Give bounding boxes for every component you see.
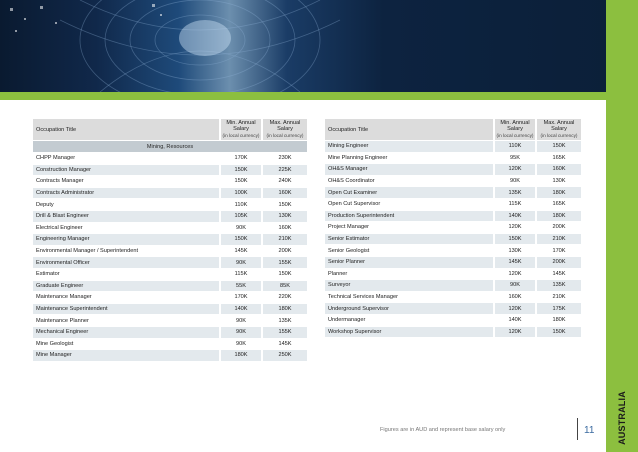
occupation-cell: Senior Estimator — [325, 234, 493, 245]
col-header-occupation: Occupation Title — [33, 119, 219, 140]
min-salary-cell: 115K — [493, 199, 535, 210]
max-salary-cell: 180K — [261, 304, 307, 315]
min-salary-cell: 120K — [493, 303, 535, 314]
occupation-cell: Maintenance Manager — [33, 292, 219, 303]
max-salary-cell: 130K — [535, 176, 581, 187]
occupation-cell: Project Manager — [325, 222, 493, 233]
salary-table-right — [325, 118, 581, 338]
max-salary-cell: 220K — [261, 292, 307, 303]
min-salary-cell: 90K — [219, 257, 261, 268]
min-salary-cell: 115K — [219, 269, 261, 280]
table-row — [33, 188, 307, 199]
min-label-line2: Salary — [233, 126, 249, 133]
occupation-cell: Technical Services Manager — [325, 292, 493, 303]
min-salary-cell: 140K — [219, 304, 261, 315]
max-salary-cell: 170K — [535, 245, 581, 256]
max-salary-cell: 150K — [535, 327, 581, 338]
min-salary-cell: 110K — [493, 141, 535, 152]
occupation-cell: Construction Manager — [33, 165, 219, 176]
max-salary-cell: 200K — [535, 257, 581, 268]
min-salary-cell: 90K — [493, 176, 535, 187]
table-row — [33, 292, 307, 303]
col-header-max-salary — [535, 119, 581, 140]
occupation-cell: Drill & Blast Engineer — [33, 211, 219, 222]
occupation-cell: Senior Geologist — [325, 245, 493, 256]
occupation-cell: Environmental Officer — [33, 257, 219, 268]
col-header-min-salary — [219, 119, 261, 140]
max-salary-cell: 165K — [535, 153, 581, 164]
col-header-min-salary — [493, 119, 535, 140]
table-row — [325, 315, 581, 326]
country-label — [612, 392, 632, 444]
max-label-line2: Salary — [277, 126, 293, 133]
table-row — [325, 199, 581, 210]
max-salary-cell: 150K — [261, 199, 307, 210]
country-label-text: AUSTRALIA — [617, 391, 627, 445]
min-label-line1: Min. Annual — [226, 119, 256, 126]
max-salary-cell: 180K — [535, 315, 581, 326]
min-salary-cell: 130K — [493, 245, 535, 256]
occupation-cell: Senior Planner — [325, 257, 493, 268]
occupation-cell: Open Cut Supervisor — [325, 199, 493, 210]
min-salary-cell: 90K — [219, 315, 261, 326]
max-salary-cell: 200K — [261, 246, 307, 257]
table-row — [325, 141, 581, 152]
section-row — [33, 141, 307, 152]
table-row — [33, 257, 307, 268]
table-row — [325, 222, 581, 233]
max-salary-cell: 225K — [261, 165, 307, 176]
max-salary-cell: 135K — [261, 315, 307, 326]
min-label-line2: Salary — [507, 126, 523, 133]
occupation-cell: Contracts Administrator — [33, 188, 219, 199]
min-salary-cell: 160K — [493, 292, 535, 303]
salary-table-left — [33, 118, 307, 362]
max-salary-cell: 160K — [535, 164, 581, 175]
min-label-sub: (in local currency) — [222, 132, 260, 138]
table-row — [33, 304, 307, 315]
max-label-sub: (in local currency) — [540, 132, 578, 138]
green-accent-strip — [0, 92, 638, 100]
max-salary-cell: 240K — [261, 176, 307, 187]
min-salary-cell: 180K — [219, 350, 261, 361]
max-salary-cell: 135K — [535, 280, 581, 291]
occupation-cell: Maintenance Superintendent — [33, 304, 219, 315]
min-salary-cell: 120K — [493, 269, 535, 280]
table-row — [325, 153, 581, 164]
min-salary-cell: 55K — [219, 281, 261, 292]
table-row — [325, 280, 581, 291]
occupation-cell: OH&S Manager — [325, 164, 493, 175]
max-salary-cell: 180K — [535, 187, 581, 198]
table-row — [33, 339, 307, 350]
footnote: Figures are in AUD and represent base salary only — [380, 427, 506, 433]
max-label-line2: Salary — [551, 126, 567, 133]
min-salary-cell: 90K — [219, 327, 261, 338]
max-salary-cell: 150K — [261, 269, 307, 280]
table-row — [325, 187, 581, 198]
min-salary-cell: 140K — [493, 315, 535, 326]
table-row — [33, 176, 307, 187]
max-salary-cell: 155K — [261, 327, 307, 338]
occupation-cell: Deputy — [33, 199, 219, 210]
table-row — [325, 164, 581, 175]
occupation-cell: Workshop Supervisor — [325, 327, 493, 338]
min-salary-cell: 170K — [219, 292, 261, 303]
occupation-cell: Mine Manager — [33, 350, 219, 361]
max-salary-cell: 175K — [535, 303, 581, 314]
table-row — [33, 211, 307, 222]
occupation-cell: Undermanager — [325, 315, 493, 326]
max-salary-cell: 210K — [535, 234, 581, 245]
max-salary-cell: 130K — [261, 211, 307, 222]
page-number: 11 — [584, 425, 595, 436]
occupation-cell: OH&S Coordinator — [325, 176, 493, 187]
table-row — [33, 153, 307, 164]
min-salary-cell: 135K — [493, 187, 535, 198]
max-label-line1: Max. Annual — [543, 119, 575, 126]
table-row — [33, 165, 307, 176]
max-salary-cell: 180K — [535, 211, 581, 222]
table-row — [325, 257, 581, 268]
min-salary-cell: 150K — [493, 234, 535, 245]
table-row — [33, 281, 307, 292]
max-salary-cell: 155K — [261, 257, 307, 268]
max-salary-cell: 85K — [261, 281, 307, 292]
occupation-cell: Planner — [325, 269, 493, 280]
max-salary-cell: 200K — [535, 222, 581, 233]
occupation-cell: Estimator — [33, 269, 219, 280]
min-salary-cell: 150K — [219, 165, 261, 176]
min-salary-cell: 100K — [219, 188, 261, 199]
table-row — [33, 199, 307, 210]
min-salary-cell: 90K — [493, 280, 535, 291]
table-row — [325, 176, 581, 187]
max-salary-cell: 165K — [535, 199, 581, 210]
min-salary-cell: 170K — [219, 153, 261, 164]
table-row — [33, 234, 307, 245]
occupation-cell: Maintenance Planner — [33, 315, 219, 326]
max-salary-cell: 250K — [261, 350, 307, 361]
table-row — [325, 303, 581, 314]
min-salary-cell: 110K — [219, 199, 261, 210]
table-row — [33, 327, 307, 338]
occupation-cell: Mine Planning Engineer — [325, 153, 493, 164]
green-sidebar — [606, 0, 638, 452]
min-salary-cell: 90K — [219, 339, 261, 350]
min-salary-cell: 90K — [219, 223, 261, 234]
min-salary-cell: 150K — [219, 176, 261, 187]
occupation-cell: Mechanical Engineer — [33, 327, 219, 338]
table-row — [33, 223, 307, 234]
occupation-cell: Surveyor — [325, 280, 493, 291]
occupation-cell: Production Superintendent — [325, 211, 493, 222]
min-salary-cell: 105K — [219, 211, 261, 222]
table-row — [33, 350, 307, 361]
max-label-sub: (in local currency) — [266, 132, 304, 138]
table-row — [33, 315, 307, 326]
table-row — [325, 234, 581, 245]
table-row — [33, 269, 307, 280]
max-salary-cell: 145K — [535, 269, 581, 280]
min-salary-cell: 145K — [219, 246, 261, 257]
min-label-sub: (in local currency) — [496, 132, 534, 138]
min-label-line1: Min. Annual — [500, 119, 530, 126]
col-header-occupation: Occupation Title — [325, 119, 493, 140]
max-salary-cell: 160K — [261, 188, 307, 199]
occupation-cell: Graduate Engineer — [33, 281, 219, 292]
max-salary-cell: 145K — [261, 339, 307, 350]
footer-divider — [577, 418, 578, 440]
occupation-cell: CHPP Manager — [33, 153, 219, 164]
min-salary-cell: 120K — [493, 222, 535, 233]
max-salary-cell: 210K — [535, 292, 581, 303]
occupation-cell: Engineering Manager — [33, 234, 219, 245]
min-salary-cell: 150K — [219, 234, 261, 245]
table-row — [325, 211, 581, 222]
occupation-cell: Mine Geologist — [33, 339, 219, 350]
max-salary-cell: 210K — [261, 234, 307, 245]
min-salary-cell: 95K — [493, 153, 535, 164]
min-salary-cell: 120K — [493, 327, 535, 338]
min-salary-cell: 145K — [493, 257, 535, 268]
min-salary-cell: 140K — [493, 211, 535, 222]
table-row — [325, 292, 581, 303]
occupation-cell: Environmental Manager / Superintendent — [33, 246, 219, 257]
max-salary-cell: 230K — [261, 153, 307, 164]
header-banner-image — [0, 0, 638, 92]
occupation-cell: Mining Engineer — [325, 141, 493, 152]
occupation-cell: Open Cut Examiner — [325, 187, 493, 198]
section-title: Mining, Resources — [33, 141, 307, 152]
max-label-line1: Max. Annual — [269, 119, 301, 126]
table-row — [325, 245, 581, 256]
occupation-cell: Contracts Manager — [33, 176, 219, 187]
max-salary-cell: 150K — [535, 141, 581, 152]
occupation-cell: Electrical Engineer — [33, 223, 219, 234]
min-salary-cell: 120K — [493, 164, 535, 175]
max-salary-cell: 160K — [261, 223, 307, 234]
occupation-cell: Underground Supervisor — [325, 303, 493, 314]
table-row — [325, 327, 581, 338]
col-header-max-salary — [261, 119, 307, 140]
table-row — [325, 269, 581, 280]
table-row — [33, 246, 307, 257]
